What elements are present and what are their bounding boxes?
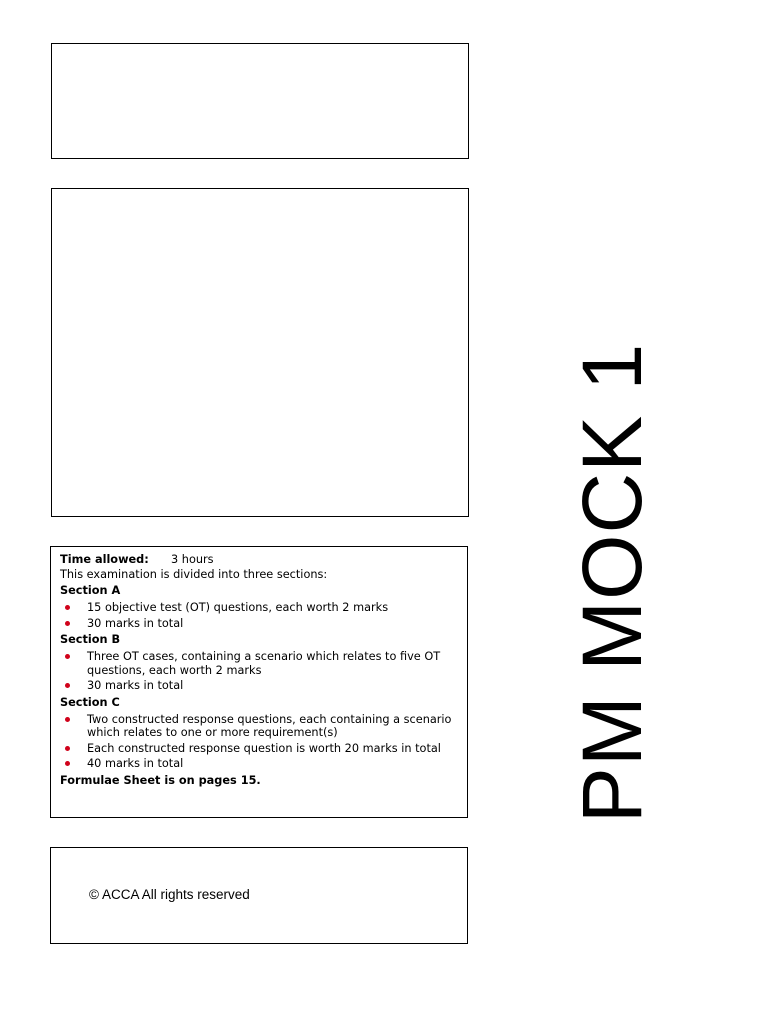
section-a-heading: Section A xyxy=(60,584,121,597)
bullet-icon xyxy=(65,683,70,688)
list-item-text: 40 marks in total xyxy=(87,757,184,770)
copyright-box xyxy=(50,847,468,944)
bullet-icon xyxy=(65,605,70,610)
formulae-note: Formulae Sheet is on pages 15. xyxy=(60,773,261,787)
exam-side-title: PM MOCK 1 xyxy=(565,342,659,824)
bullet-icon xyxy=(65,717,70,722)
list-item xyxy=(60,617,459,631)
list-item xyxy=(60,713,459,740)
section-c-heading: Section C xyxy=(60,695,120,709)
time-allowed-line xyxy=(60,552,459,567)
list-item xyxy=(60,757,459,771)
exam-intro: This examination is divided into three sections: xyxy=(60,568,328,581)
list-item-text: 30 marks in total xyxy=(87,616,184,630)
list-item xyxy=(60,679,459,693)
time-allowed-label: Time allowed: xyxy=(60,553,149,566)
blank-header-box xyxy=(51,43,469,159)
list-item-text: Each constructed response question is worth 20 marks in total xyxy=(87,741,441,755)
section-a-list xyxy=(60,601,459,630)
list-item-text: 30 marks in total xyxy=(87,679,184,692)
list-item xyxy=(60,601,459,615)
section-b-heading: Section B xyxy=(60,633,121,646)
copyright-text: © ACCA All rights reserved xyxy=(89,887,250,902)
blank-content-box xyxy=(51,188,469,517)
list-item-text: Two constructed response questions, each containing a scenario which relates to one or more requirement(s) xyxy=(87,712,452,739)
list-item xyxy=(60,742,459,756)
exam-info-box xyxy=(50,546,468,818)
list-item xyxy=(60,650,459,677)
bullet-icon xyxy=(65,621,70,626)
time-allowed-value: 3 hours xyxy=(171,553,214,566)
section-c-list xyxy=(60,713,459,771)
list-item-text: 15 objective test (OT) questions, each worth 2 marks xyxy=(87,601,389,614)
bullet-icon xyxy=(65,746,70,751)
list-item-text: Three OT cases, containing a scenario which relates to five OT questions, each worth 2 marks xyxy=(87,650,441,677)
bullet-icon xyxy=(65,761,70,766)
section-b-list xyxy=(60,650,459,693)
bullet-icon xyxy=(65,654,70,659)
